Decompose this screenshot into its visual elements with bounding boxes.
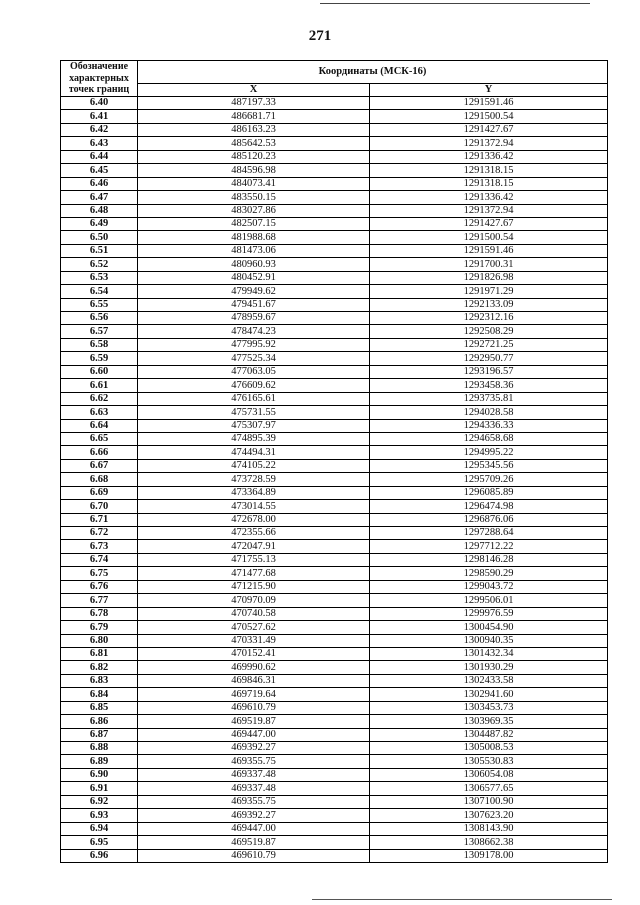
x-coordinate-cell: 473728.59 <box>138 473 370 486</box>
table-row <box>61 473 608 486</box>
table-row <box>61 325 608 338</box>
y-column-header: Y <box>370 84 608 97</box>
point-cell: 6.46 <box>61 177 138 190</box>
table-row <box>61 231 608 244</box>
table-row <box>61 647 608 660</box>
x-coordinate-cell: 469610.79 <box>138 849 370 862</box>
y-coordinate-cell: 1291591.46 <box>370 244 608 257</box>
table-row <box>61 244 608 257</box>
x-coordinate-cell: 477063.05 <box>138 365 370 378</box>
table-row <box>61 123 608 136</box>
table-row <box>61 594 608 607</box>
x-coordinate-cell: 469519.87 <box>138 715 370 728</box>
point-cell: 6.48 <box>61 204 138 217</box>
x-coordinate-cell: 475307.97 <box>138 419 370 432</box>
y-coordinate-cell: 1294028.58 <box>370 406 608 419</box>
point-cell: 6.76 <box>61 580 138 593</box>
point-cell: 6.73 <box>61 540 138 553</box>
x-coordinate-cell: 485120.23 <box>138 150 370 163</box>
table-row <box>61 849 608 862</box>
y-coordinate-cell: 1293735.81 <box>370 392 608 405</box>
y-coordinate-cell: 1307623.20 <box>370 809 608 822</box>
y-coordinate-cell: 1291591.46 <box>370 97 608 110</box>
point-cell: 6.50 <box>61 231 138 244</box>
point-cell: 6.55 <box>61 298 138 311</box>
table-row <box>61 728 608 741</box>
table-row <box>61 500 608 513</box>
x-coordinate-cell: 474105.22 <box>138 459 370 472</box>
point-cell: 6.71 <box>61 513 138 526</box>
table-row <box>61 298 608 311</box>
x-coordinate-cell: 470331.49 <box>138 634 370 647</box>
table-row <box>61 150 608 163</box>
table-row <box>61 715 608 728</box>
x-coordinate-cell: 469355.75 <box>138 795 370 808</box>
table-row <box>61 365 608 378</box>
point-cell: 6.42 <box>61 123 138 136</box>
x-coordinate-cell: 483550.15 <box>138 191 370 204</box>
y-coordinate-cell: 1291826.98 <box>370 271 608 284</box>
y-coordinate-cell: 1306577.65 <box>370 782 608 795</box>
table-row <box>61 621 608 634</box>
table-row <box>61 338 608 351</box>
table-row <box>61 513 608 526</box>
table-row <box>61 701 608 714</box>
point-cell: 6.44 <box>61 150 138 163</box>
y-coordinate-cell: 1296085.89 <box>370 486 608 499</box>
x-coordinate-cell: 484073.41 <box>138 177 370 190</box>
x-coordinate-cell: 480452.91 <box>138 271 370 284</box>
x-coordinate-cell: 482507.15 <box>138 217 370 230</box>
x-coordinate-cell: 477525.34 <box>138 352 370 365</box>
table-row <box>61 459 608 472</box>
point-cell: 6.56 <box>61 312 138 325</box>
y-coordinate-cell: 1292721.25 <box>370 338 608 351</box>
point-cell: 6.41 <box>61 110 138 123</box>
point-cell: 6.45 <box>61 164 138 177</box>
y-coordinate-cell: 1301432.34 <box>370 647 608 660</box>
table-row <box>61 527 608 540</box>
y-coordinate-cell: 1294658.68 <box>370 432 608 445</box>
x-coordinate-cell: 480960.93 <box>138 258 370 271</box>
y-coordinate-cell: 1292508.29 <box>370 325 608 338</box>
point-cell: 6.59 <box>61 352 138 365</box>
y-coordinate-cell: 1308662.38 <box>370 836 608 849</box>
table-row <box>61 486 608 499</box>
x-coordinate-cell: 472678.00 <box>138 513 370 526</box>
point-cell: 6.87 <box>61 728 138 741</box>
table-row <box>61 285 608 298</box>
x-coordinate-cell: 469447.00 <box>138 728 370 741</box>
table-row <box>61 312 608 325</box>
y-coordinate-cell: 1295709.26 <box>370 473 608 486</box>
page-number: 271 <box>308 28 332 44</box>
table-row <box>61 755 608 768</box>
y-coordinate-cell: 1295345.56 <box>370 459 608 472</box>
point-cell: 6.40 <box>61 97 138 110</box>
x-coordinate-cell: 472355.66 <box>138 527 370 540</box>
y-coordinate-cell: 1294336.33 <box>370 419 608 432</box>
table-row <box>61 567 608 580</box>
bottom-rule <box>312 899 612 900</box>
table-body <box>61 97 608 863</box>
table-header <box>61 61 608 97</box>
table-row <box>61 177 608 190</box>
point-cell: 6.96 <box>61 849 138 862</box>
x-coordinate-cell: 469610.79 <box>138 701 370 714</box>
x-coordinate-cell: 477995.92 <box>138 338 370 351</box>
point-cell: 6.47 <box>61 191 138 204</box>
point-cell: 6.69 <box>61 486 138 499</box>
table-row <box>61 271 608 284</box>
table-row <box>61 110 608 123</box>
x-coordinate-cell: 470740.58 <box>138 607 370 620</box>
y-coordinate-cell: 1292950.77 <box>370 352 608 365</box>
point-cell: 6.75 <box>61 567 138 580</box>
point-label-header: Обозначение характерных точек границ <box>61 61 138 97</box>
point-cell: 6.51 <box>61 244 138 257</box>
top-rule <box>320 3 590 4</box>
x-coordinate-cell: 471755.13 <box>138 553 370 566</box>
y-coordinate-cell: 1307100.90 <box>370 795 608 808</box>
point-cell: 6.79 <box>61 621 138 634</box>
x-coordinate-cell: 486163.23 <box>138 123 370 136</box>
y-coordinate-cell: 1300940.35 <box>370 634 608 647</box>
y-coordinate-cell: 1292312.16 <box>370 312 608 325</box>
y-coordinate-cell: 1303453.73 <box>370 701 608 714</box>
y-coordinate-cell: 1291427.67 <box>370 217 608 230</box>
x-coordinate-cell: 469392.27 <box>138 809 370 822</box>
x-coordinate-cell: 469990.62 <box>138 661 370 674</box>
table-row <box>61 580 608 593</box>
point-cell: 6.66 <box>61 446 138 459</box>
x-coordinate-cell: 476609.62 <box>138 379 370 392</box>
x-coordinate-cell: 469846.31 <box>138 674 370 687</box>
point-cell: 6.90 <box>61 768 138 781</box>
table-row <box>61 822 608 835</box>
table-row <box>61 795 608 808</box>
coordinate-system-header: Координаты (МСК-16) <box>138 61 608 84</box>
y-coordinate-cell: 1300454.90 <box>370 621 608 634</box>
table-row <box>61 634 608 647</box>
x-coordinate-cell: 479949.62 <box>138 285 370 298</box>
point-cell: 6.78 <box>61 607 138 620</box>
x-coordinate-cell: 485642.53 <box>138 137 370 150</box>
y-coordinate-cell: 1297288.64 <box>370 527 608 540</box>
table-row <box>61 688 608 701</box>
table-row <box>61 419 608 432</box>
point-cell: 6.65 <box>61 432 138 445</box>
table-row <box>61 406 608 419</box>
x-coordinate-cell: 474895.39 <box>138 432 370 445</box>
table-row <box>61 204 608 217</box>
table-row <box>61 809 608 822</box>
x-coordinate-cell: 486681.71 <box>138 110 370 123</box>
table-row <box>61 607 608 620</box>
point-cell: 6.68 <box>61 473 138 486</box>
table-row <box>61 379 608 392</box>
y-coordinate-cell: 1296474.98 <box>370 500 608 513</box>
y-coordinate-cell: 1297712.22 <box>370 540 608 553</box>
table-row <box>61 137 608 150</box>
y-coordinate-cell: 1303969.35 <box>370 715 608 728</box>
point-cell: 6.61 <box>61 379 138 392</box>
x-coordinate-cell: 483027.86 <box>138 204 370 217</box>
x-coordinate-cell: 475731.55 <box>138 406 370 419</box>
table-row <box>61 352 608 365</box>
y-coordinate-cell: 1299043.72 <box>370 580 608 593</box>
y-coordinate-cell: 1291971.29 <box>370 285 608 298</box>
table-row <box>61 392 608 405</box>
x-coordinate-cell: 469337.48 <box>138 782 370 795</box>
table-row <box>61 446 608 459</box>
y-coordinate-cell: 1291318.15 <box>370 177 608 190</box>
x-coordinate-cell: 470970.09 <box>138 594 370 607</box>
table-row <box>61 540 608 553</box>
y-coordinate-cell: 1291336.42 <box>370 150 608 163</box>
point-cell: 6.63 <box>61 406 138 419</box>
point-cell: 6.62 <box>61 392 138 405</box>
point-cell: 6.83 <box>61 674 138 687</box>
point-cell: 6.74 <box>61 553 138 566</box>
y-coordinate-cell: 1291372.94 <box>370 137 608 150</box>
table-row <box>61 432 608 445</box>
y-coordinate-cell: 1306054.08 <box>370 768 608 781</box>
x-coordinate-cell: 471215.90 <box>138 580 370 593</box>
table-row <box>61 553 608 566</box>
table-row <box>61 258 608 271</box>
point-cell: 6.82 <box>61 661 138 674</box>
y-coordinate-cell: 1309178.00 <box>370 849 608 862</box>
point-cell: 6.58 <box>61 338 138 351</box>
point-cell: 6.88 <box>61 742 138 755</box>
point-cell: 6.95 <box>61 836 138 849</box>
x-coordinate-cell: 470527.62 <box>138 621 370 634</box>
point-cell: 6.60 <box>61 365 138 378</box>
point-cell: 6.94 <box>61 822 138 835</box>
x-coordinate-cell: 479451.67 <box>138 298 370 311</box>
table-row <box>61 742 608 755</box>
x-coordinate-cell: 484596.98 <box>138 164 370 177</box>
y-coordinate-cell: 1293458.36 <box>370 379 608 392</box>
y-coordinate-cell: 1298590.29 <box>370 567 608 580</box>
point-cell: 6.54 <box>61 285 138 298</box>
table-row <box>61 217 608 230</box>
y-coordinate-cell: 1296876.06 <box>370 513 608 526</box>
point-cell: 6.70 <box>61 500 138 513</box>
x-coordinate-cell: 478474.23 <box>138 325 370 338</box>
table-row <box>61 97 608 110</box>
coordinates-table <box>60 60 608 863</box>
table-row <box>61 191 608 204</box>
y-coordinate-cell: 1291336.42 <box>370 191 608 204</box>
table-row <box>61 661 608 674</box>
x-coordinate-cell: 469392.27 <box>138 742 370 755</box>
point-cell: 6.77 <box>61 594 138 607</box>
point-cell: 6.86 <box>61 715 138 728</box>
y-coordinate-cell: 1305530.83 <box>370 755 608 768</box>
y-coordinate-cell: 1291500.54 <box>370 231 608 244</box>
point-cell: 6.67 <box>61 459 138 472</box>
x-coordinate-cell: 470152.41 <box>138 647 370 660</box>
x-coordinate-cell: 473014.55 <box>138 500 370 513</box>
point-cell: 6.81 <box>61 647 138 660</box>
x-coordinate-cell: 478959.67 <box>138 312 370 325</box>
table-row <box>61 782 608 795</box>
x-coordinate-cell: 474494.31 <box>138 446 370 459</box>
y-coordinate-cell: 1291318.15 <box>370 164 608 177</box>
y-coordinate-cell: 1291427.67 <box>370 123 608 136</box>
x-column-header: X <box>138 84 370 97</box>
table-row <box>61 674 608 687</box>
x-coordinate-cell: 476165.61 <box>138 392 370 405</box>
y-coordinate-cell: 1305008.53 <box>370 742 608 755</box>
x-coordinate-cell: 472047.91 <box>138 540 370 553</box>
y-coordinate-cell: 1294995.22 <box>370 446 608 459</box>
y-coordinate-cell: 1291372.94 <box>370 204 608 217</box>
x-coordinate-cell: 471477.68 <box>138 567 370 580</box>
x-coordinate-cell: 473364.89 <box>138 486 370 499</box>
x-coordinate-cell: 469719.64 <box>138 688 370 701</box>
point-cell: 6.89 <box>61 755 138 768</box>
x-coordinate-cell: 481988.68 <box>138 231 370 244</box>
y-coordinate-cell: 1292133.09 <box>370 298 608 311</box>
y-coordinate-cell: 1299976.59 <box>370 607 608 620</box>
x-coordinate-cell: 469519.87 <box>138 836 370 849</box>
y-coordinate-cell: 1304487.82 <box>370 728 608 741</box>
point-cell: 6.43 <box>61 137 138 150</box>
y-coordinate-cell: 1293196.57 <box>370 365 608 378</box>
table-row <box>61 164 608 177</box>
point-cell: 6.91 <box>61 782 138 795</box>
table-row <box>61 836 608 849</box>
point-cell: 6.64 <box>61 419 138 432</box>
y-coordinate-cell: 1302941.60 <box>370 688 608 701</box>
y-coordinate-cell: 1299506.01 <box>370 594 608 607</box>
y-coordinate-cell: 1291700.31 <box>370 258 608 271</box>
point-cell: 6.92 <box>61 795 138 808</box>
point-cell: 6.57 <box>61 325 138 338</box>
table-row <box>61 768 608 781</box>
point-cell: 6.80 <box>61 634 138 647</box>
point-cell: 6.53 <box>61 271 138 284</box>
x-coordinate-cell: 469447.00 <box>138 822 370 835</box>
point-cell: 6.85 <box>61 701 138 714</box>
x-coordinate-cell: 469355.75 <box>138 755 370 768</box>
x-coordinate-cell: 469337.48 <box>138 768 370 781</box>
point-cell: 6.84 <box>61 688 138 701</box>
y-coordinate-cell: 1291500.54 <box>370 110 608 123</box>
y-coordinate-cell: 1298146.28 <box>370 553 608 566</box>
point-cell: 6.72 <box>61 527 138 540</box>
y-coordinate-cell: 1301930.29 <box>370 661 608 674</box>
point-cell: 6.52 <box>61 258 138 271</box>
point-cell: 6.93 <box>61 809 138 822</box>
point-cell: 6.49 <box>61 217 138 230</box>
y-coordinate-cell: 1302433.58 <box>370 674 608 687</box>
y-coordinate-cell: 1308143.90 <box>370 822 608 835</box>
x-coordinate-cell: 481473.06 <box>138 244 370 257</box>
x-coordinate-cell: 487197.33 <box>138 97 370 110</box>
